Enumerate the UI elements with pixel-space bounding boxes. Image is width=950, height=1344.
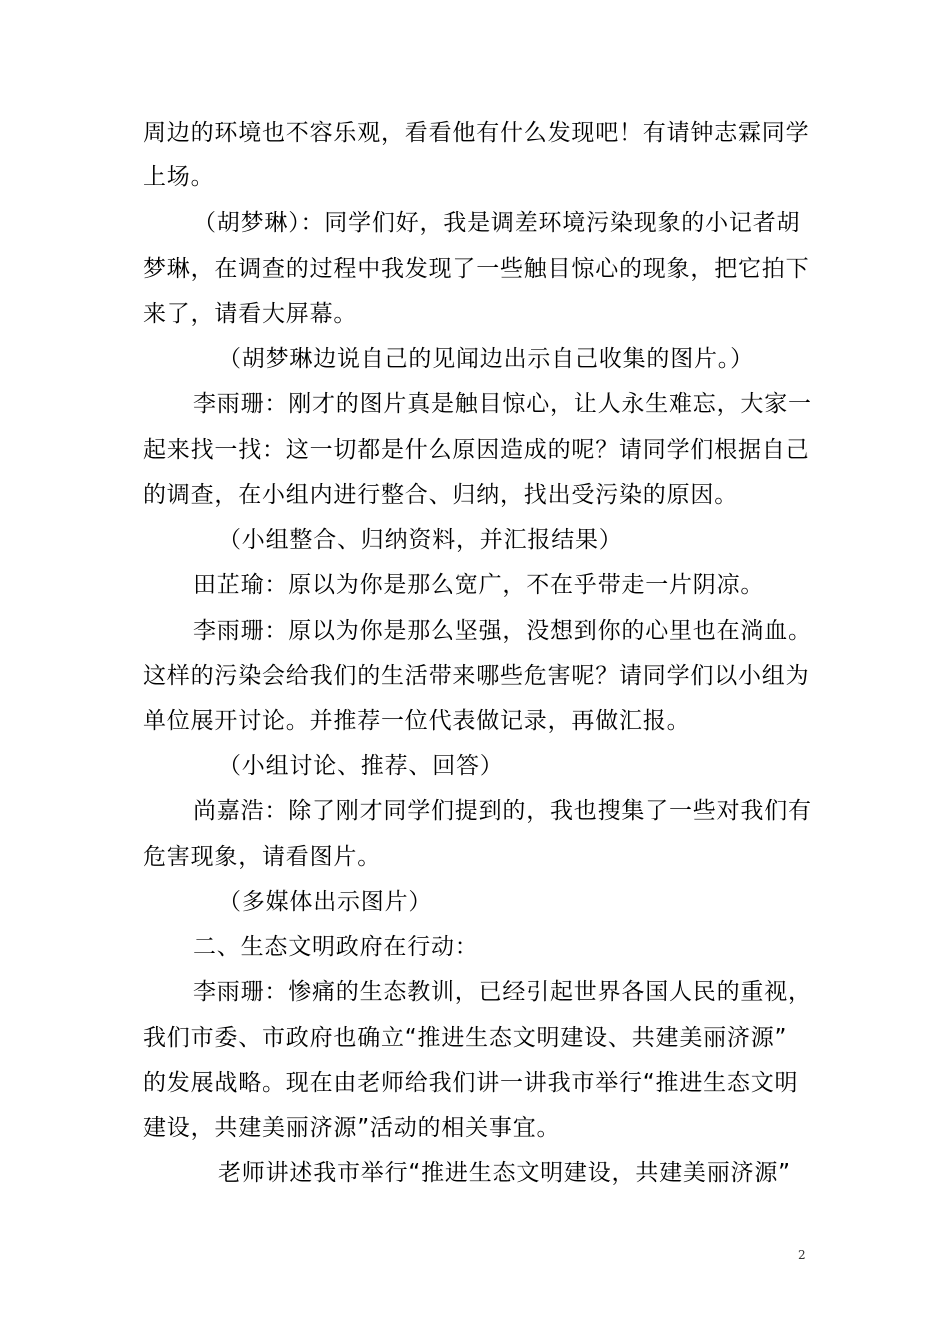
text-line: 李雨珊：惨痛的生态教训，已经引起世界各国人民的重视， bbox=[193, 979, 812, 1005]
text-line: 建设，共建美丽济源”活动的相关事宜。 bbox=[143, 1115, 561, 1141]
text-line: （多媒体出示图片） bbox=[218, 889, 433, 915]
text-line: 尚嘉浩：除了刚才同学们提到的，我也搜集了一些对我们有 bbox=[193, 798, 812, 824]
text-line: 危害现象，请看图片。 bbox=[143, 844, 381, 870]
text-line: 起来找一找：这一切都是什么原因造成的呢？请同学们根据自己 bbox=[143, 437, 810, 463]
text-line: 梦琳，在调查的过程中我发现了一些触目惊心的现象，把它拍下 bbox=[143, 256, 810, 282]
text-line: 周边的环境也不容乐观，看看他有什么发现吧！有请钟志霖同学 bbox=[143, 120, 810, 146]
text-line: 的发展战略。现在由老师给我们讲一讲我市举行“推进生态文明 bbox=[143, 1070, 799, 1096]
page-number: 2 bbox=[798, 1248, 806, 1262]
text-line: 这样的污染会给我们的生活带来哪些危害呢？请同学们以小组为 bbox=[143, 663, 810, 689]
text-line: （胡梦琳边说自己的见闻边出示自己收集的图片。） bbox=[218, 346, 754, 372]
text-line: 单位展开讨论。并推荐一位代表做记录，再做汇报。 bbox=[143, 708, 691, 734]
text-line: （小组整合、归纳资料，并汇报结果） bbox=[218, 527, 623, 553]
section-heading: 二、生态文明政府在行动： bbox=[193, 934, 479, 960]
text-line: 上场。 bbox=[143, 164, 215, 190]
text-line: 老师讲述我市举行“推进生态文明建设，共建美丽济源” bbox=[218, 1160, 791, 1186]
text-line: 李雨珊：原以为你是那么坚强，没想到你的心里也在淌血。 bbox=[193, 618, 812, 644]
text-line: （胡梦琳）：同学们好，我是调差环境污染现象的小记者胡 bbox=[193, 210, 801, 236]
text-line: 李雨珊：刚才的图片真是触目惊心，让人永生难忘，大家一 bbox=[193, 391, 812, 417]
text-line: 我们市委、市政府也确立“推进生态文明建设、共建美丽济源” bbox=[143, 1025, 788, 1051]
text-line: 的调查，在小组内进行整合、归纳，找出受污染的原因。 bbox=[143, 482, 738, 508]
text-line: （小组讨论、推荐、回答） bbox=[218, 753, 504, 779]
text-line: 田芷瑜：原以为你是那么宽广，不在乎带走一片阴凉。 bbox=[193, 572, 765, 598]
text-line: 来了，请看大屏幕。 bbox=[143, 301, 358, 327]
